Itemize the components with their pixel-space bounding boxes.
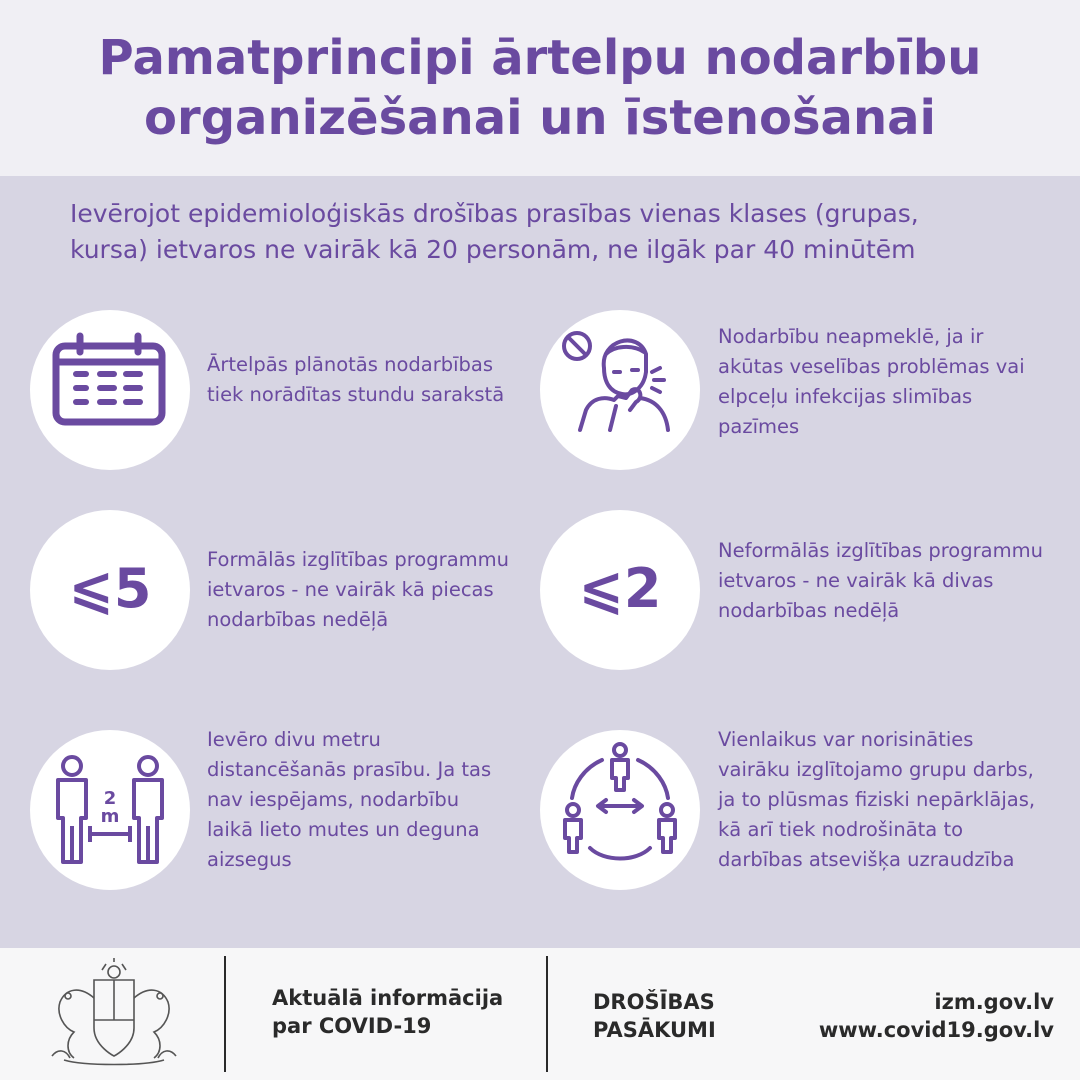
nonformal-limit-circle xyxy=(540,510,700,670)
schedule-line: tiek norādītas stundu sarakstā xyxy=(207,383,505,406)
health-text xyxy=(718,322,1025,442)
distance-text xyxy=(207,725,491,875)
coat-of-arms-icon xyxy=(44,958,184,1070)
distance-circle xyxy=(30,730,190,890)
footer-divider-1 xyxy=(224,956,226,1072)
formal-line: nodarbības nedēļā xyxy=(207,608,389,631)
health-line: pazīmes xyxy=(718,415,800,438)
groups-line: vairāku izglītojamo grupu darbs, xyxy=(718,758,1034,781)
distance-line: Ievēro divu metru xyxy=(207,728,381,751)
websites xyxy=(819,988,1054,1044)
page-title xyxy=(0,28,1080,148)
distance-icon xyxy=(30,730,190,890)
formal-text xyxy=(207,545,509,635)
sick-person-icon xyxy=(540,310,700,470)
formal-line: Formālās izglītības programmu xyxy=(207,548,510,571)
schedule-text xyxy=(207,350,504,410)
intro-line-2: kursa) ietvaros ne vairāk kā 20 personām, ne ilgāk par 40 minūtēm xyxy=(70,235,916,264)
groups-line: Vienlaikus var norisināties xyxy=(718,728,974,751)
intro-text xyxy=(70,196,1030,268)
groups-line: darbības atsevišķa uzraudzība xyxy=(718,848,1015,871)
formal-limit-circle xyxy=(30,510,190,670)
calendar-icon xyxy=(30,310,190,470)
safety-measures-label xyxy=(593,988,716,1044)
website-covid19[interactable]: www.covid19.gov.lv xyxy=(818,1018,1054,1042)
header-band xyxy=(0,0,1080,176)
nonformal-line: Neformālās izglītības programmu xyxy=(718,539,1043,562)
title-line-2: organizēšanai un īstenošanai xyxy=(144,90,936,146)
distance-line: aizsegus xyxy=(207,848,292,871)
distance-number: 2 xyxy=(103,788,117,809)
nonformal-line: ietvaros - ne vairāk kā divas xyxy=(718,569,994,592)
nonformal-text xyxy=(718,536,1043,626)
title-line-1: Pamatprincipi ārtelpu nodarbību xyxy=(98,30,982,86)
nonformal-limit-badge: ⩽2 xyxy=(578,557,662,620)
distance-line: nav iespējams, nodarbību xyxy=(207,788,460,811)
groups-rotation-icon xyxy=(540,730,700,890)
groups-line: ja to plūsmas fiziski nepārklājas, xyxy=(718,788,1036,811)
calendar-circle xyxy=(30,310,190,470)
formal-limit-badge: ⩽5 xyxy=(68,557,152,620)
health-line: Nodarbību neapmeklē, ja ir xyxy=(718,325,984,348)
covid-info-line-1: Aktuālā informācija xyxy=(272,986,504,1010)
groups-line: kā arī tiek nodrošināta to xyxy=(718,818,964,841)
sick-person-circle xyxy=(540,310,700,470)
intro-line-1: Ievērojot epidemioloģiskās drošības prasības vienas klases (grupas, xyxy=(70,199,919,228)
safety-measures-line-2: PASĀKUMI xyxy=(593,1018,716,1042)
nonformal-line: nodarbības nedēļā xyxy=(718,599,900,622)
health-line: akūtas veselības problēmas vai xyxy=(718,355,1025,378)
formal-line: ietvaros - ne vairāk kā piecas xyxy=(207,578,494,601)
footer-divider-2 xyxy=(546,956,548,1072)
schedule-line: Ārtelpās plānotās nodarbības xyxy=(207,353,494,376)
safety-measures-line-1: DROŠĪBAS xyxy=(593,990,715,1014)
health-line: elpceļu infekcijas slimības xyxy=(718,385,973,408)
website-izm[interactable]: izm.gov.lv xyxy=(934,990,1054,1014)
distance-unit: m xyxy=(100,806,120,827)
distance-line: laikā lieto mutes un deguna xyxy=(207,818,480,841)
groups-text xyxy=(718,725,1035,875)
covid-info-label xyxy=(272,984,503,1040)
covid-info-line-2: par COVID-19 xyxy=(272,1014,432,1038)
groups-circle xyxy=(540,730,700,890)
distance-line: distancēšanās prasību. Ja tas xyxy=(207,758,492,781)
